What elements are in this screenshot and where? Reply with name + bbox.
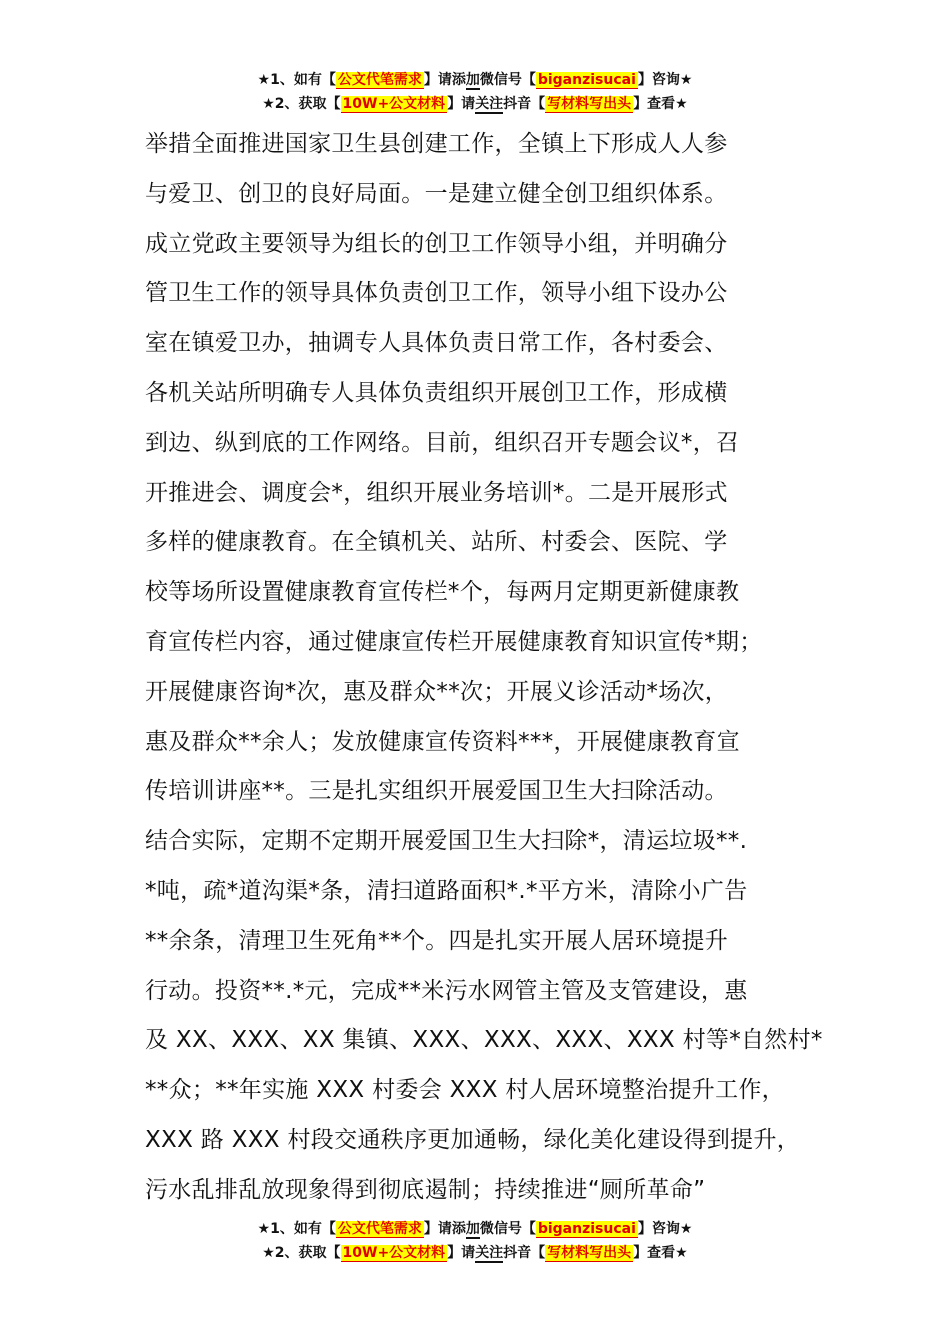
banner-text: 】请 <box>447 1245 476 1261</box>
banner-underlined-text: 关注 <box>475 96 504 112</box>
banner-highlight: 公文代笔需求 <box>337 1221 422 1237</box>
body-line: 污水乱排乱放现象得到彻底遏制；持续推进“厕所革命” <box>145 1176 706 1203</box>
body-line: 开展健康咨询*次，惠及群众**次；开展义诊活动*场次， <box>145 678 729 705</box>
banner-text: 】查看★ <box>633 1245 688 1261</box>
body-line: 校等场所设置健康教育宣传栏*个，每两月定期更新健康教 <box>145 579 740 606</box>
body-line: 及 XX、XXX、XX 集镇、XXX、XXX、XXX、XXX 村等*自然村* <box>145 1027 823 1054</box>
body-line: **众；**年实施 XXX 村委会 XXX 村人居环境整治提升工作， <box>145 1077 785 1104</box>
body-line: 惠及群众**余人；发放健康宣传资料***，开展健康教育宣 <box>145 728 740 755</box>
banner-text: 】查看★ <box>633 96 688 112</box>
body-line: 室在镇爱卫办，抽调专人具体负责日常工作，各村委会、 <box>145 330 728 357</box>
body-line: 举措全面推进国家卫生县创建工作，全镇上下形成人人参 <box>145 131 728 157</box>
body-line: 多样的健康教育。在全镇机关、站所、村委会、医院、学 <box>145 529 728 556</box>
body-line: 结合实际，定期不定期开展爱国卫生大扫除*，清运垃圾**. <box>145 828 748 855</box>
banner-text: ★1、如有【 <box>257 1221 336 1237</box>
banner-line-2 <box>0 92 950 116</box>
banner-highlight: 写材料写出头 <box>547 1245 632 1261</box>
banner-underlined-text: 加 <box>465 72 480 88</box>
banner-text: 微信号【 <box>479 1221 536 1237</box>
banner-text: 】咨询★ <box>637 1221 693 1237</box>
banner-highlight: 公文代笔需求 <box>337 72 422 88</box>
banner-line-1 <box>0 1217 950 1241</box>
body-line: 到边、纵到底的工作网络。目前，组织召开专题会议*，召 <box>145 429 740 456</box>
body-line: 管卫生工作的领导具体负责创卫工作，领导小组下设办公 <box>145 280 728 307</box>
banner-highlight: 10W+公文材料 <box>342 1245 446 1261</box>
banner-text: 微信号【 <box>479 72 536 88</box>
banner-highlight: 写材料写出头 <box>547 96 632 112</box>
banner-highlight: biganzisucai <box>537 72 636 88</box>
banner-text: 抖音【 <box>503 96 546 112</box>
banner-text: 】请添 <box>423 1221 466 1237</box>
banner-line-2 <box>0 1241 950 1265</box>
body-line: XXX 路 XXX 村段交通秩序更加通畅，绿化美化建设得到提升， <box>145 1126 801 1153</box>
banner-text: ★1、如有【 <box>257 72 336 88</box>
body-line: 传培训讲座**。三是扎实组织开展爱国卫生大扫除活动。 <box>145 778 728 805</box>
banner-underlined-text: 加 <box>465 1221 480 1237</box>
banner-text: ★2、获取【 <box>262 1245 341 1261</box>
body-line: 开推进会、调度会*，组织开展业务培训*。二是开展形式 <box>145 479 728 506</box>
body-line: 育宣传栏内容，通过健康宣传栏开展健康教育知识宣传*期； <box>145 628 763 655</box>
document-body <box>145 120 835 1216</box>
banner-underlined-text: 关注 <box>475 1245 504 1261</box>
footer-banner <box>0 1217 950 1265</box>
body-line: *吨，疏*道沟渠*条，清扫道路面积*.*平方米，清除小广告 <box>145 877 748 904</box>
body-line: 与爱卫、创卫的良好局面。一是建立健全创卫组织体系。 <box>145 180 728 207</box>
body-line: 成立党政主要领导为组长的创卫工作领导小组，并明确分 <box>145 230 728 257</box>
banner-highlight: biganzisucai <box>537 1221 636 1237</box>
banner-line-1 <box>0 68 950 92</box>
body-line: **余条，清理卫生死角**个。四是扎实开展人居环境提升 <box>145 927 729 954</box>
body-line: 行动。投资**.*元，完成**米污水网管主管及支管建设，惠 <box>145 977 748 1004</box>
banner-text: ★2、获取【 <box>262 96 341 112</box>
body-line: 各机关站所明确专人具体负责组织开展创卫工作，形成横 <box>145 379 728 406</box>
header-banner <box>0 68 950 116</box>
banner-text: 】请 <box>447 96 476 112</box>
banner-text: 抖音【 <box>503 1245 546 1261</box>
banner-text: 】咨询★ <box>637 72 693 88</box>
banner-text: 】请添 <box>423 72 466 88</box>
banner-highlight: 10W+公文材料 <box>342 96 446 112</box>
